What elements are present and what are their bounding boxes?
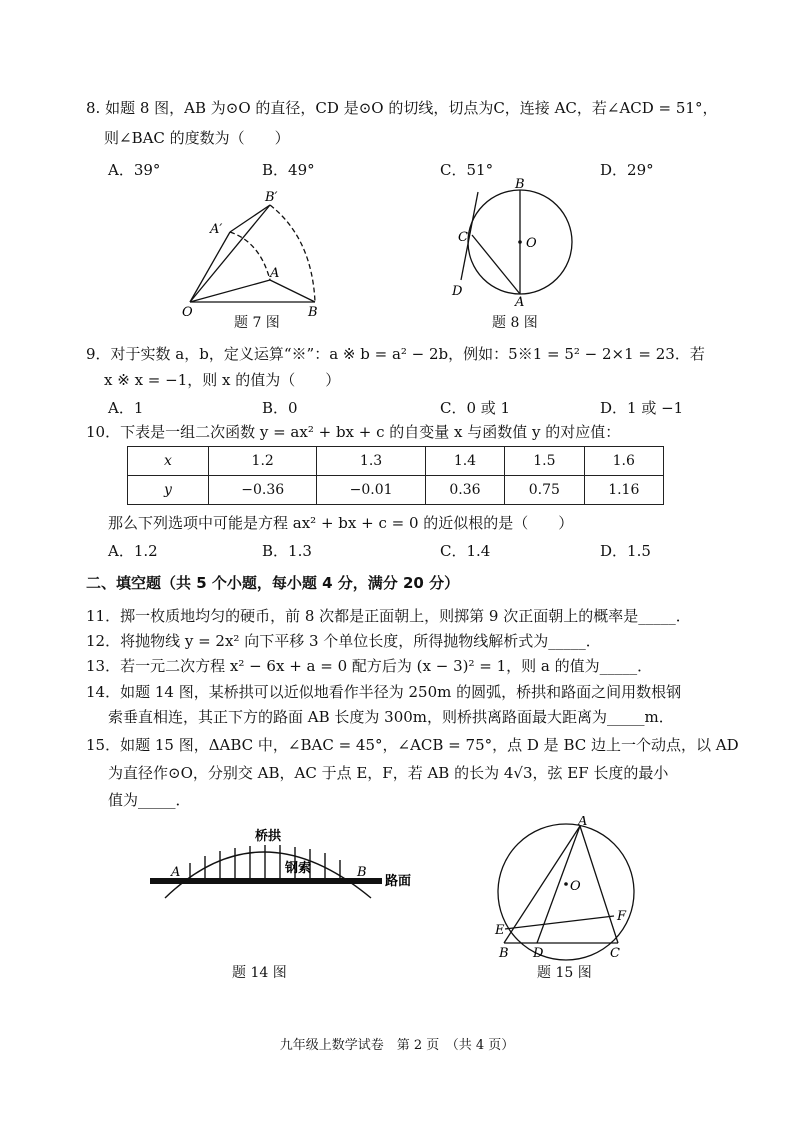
q10-option-d: D．1.5 <box>600 542 651 560</box>
fig8-label-a: A <box>515 295 525 308</box>
figure-7 <box>170 188 340 320</box>
section-2-heading: 二、填空题（共 5 个小题，每小题 4 分，满分 20 分） <box>86 574 460 592</box>
fig8-label-c: C <box>458 230 468 245</box>
q15-line3: 值为_____． <box>108 791 191 809</box>
q15-line2: 为直径作⊙O，分别交 AB，AC 于点 E，F，若 AB 的长为 4√3，弦 EF 长度的最小 <box>108 764 669 782</box>
fig7-label-bprime: B′ <box>265 190 278 205</box>
q8-option-b: B．49° <box>262 161 315 179</box>
table-row <box>128 476 664 505</box>
fig15-label-c: C <box>610 946 620 961</box>
page-footer: 九年级上数学试卷 第 2 页 （共 4 页） <box>279 1038 515 1053</box>
fig14-label-cable: 钢索 <box>285 861 312 876</box>
fig14-caption: 题 14 图 <box>232 965 287 981</box>
fig14-label-b: B <box>357 865 367 880</box>
q9-line2: x ※ x = −1，则 x 的值为（ ） <box>104 371 341 389</box>
table-cell: 1.16 <box>584 476 663 505</box>
fig14-label-a: A <box>171 865 181 880</box>
q9-option-b: B．0 <box>262 399 298 417</box>
fig8-label-d: D <box>452 284 463 299</box>
q9-option-c: C．0 或 1 <box>440 399 511 417</box>
value-table <box>127 446 664 505</box>
fig15-caption: 题 15 图 <box>537 965 592 981</box>
figure-8 <box>446 178 582 308</box>
q12-text: 12．将抛物线 y = 2x² 向下平移 3 个单位长度，所得抛物线解析式为_____． <box>86 632 601 650</box>
figure-14 <box>145 826 425 906</box>
table-row <box>128 447 664 476</box>
table-cell: y <box>128 476 209 505</box>
table-cell: −0.36 <box>209 476 317 505</box>
q8-line2: 则∠BAC 的度数为（ ） <box>104 129 290 147</box>
table-cell: 1.2 <box>209 447 317 476</box>
fig14-label-road: 路面 <box>385 874 412 889</box>
table-cell: −0.01 <box>317 476 425 505</box>
q14-line2: 索垂直相连，其正下方的路面 AB 长度为 300m，则桥拱离路面最大距离为_____m． <box>108 708 674 726</box>
q9-option-a: A．1 <box>108 399 144 417</box>
fig7-label-a: A <box>270 266 280 281</box>
table-cell: 1.5 <box>505 447 584 476</box>
q10-option-c: C．1.4 <box>440 542 491 560</box>
q14-line1: 14．如题 14 图，某桥拱可以近似地看作半径为 250m 的圆弧，桥拱和路面之间用数根钢 <box>86 683 682 701</box>
fig7-label-aprime: A′ <box>210 222 223 237</box>
fig15-label-b: B <box>499 946 509 961</box>
table-cell: x <box>128 447 209 476</box>
q10-option-a: A．1.2 <box>108 542 158 560</box>
fig8-caption: 题 8 图 <box>492 315 538 331</box>
q8-option-c: C．51° <box>440 161 494 179</box>
q10-option-b: B．1.3 <box>262 542 312 560</box>
table-cell: 1.6 <box>584 447 663 476</box>
q8-option-d: D．29° <box>600 161 654 179</box>
fig15-label-f: F <box>617 909 627 924</box>
fig15-label-o: O <box>570 879 581 894</box>
q9-option-d: D．1 或 −1 <box>600 399 684 417</box>
fig14-label-arch: 桥拱 <box>255 829 282 844</box>
figure-15 <box>490 816 640 961</box>
q10-line2: 那么下列选项中可能是方程 ax² + bx + c = 0 的近似根的是（ ） <box>108 514 574 532</box>
table-cell: 0.36 <box>425 476 504 505</box>
fig8-label-o: O <box>526 236 537 251</box>
fig15-label-e: E <box>495 923 505 938</box>
q10-line1: 10．下表是一组二次函数 y = ax² + bx + c 的自变量 x 与函数值 y 的对应值： <box>86 423 621 441</box>
fig8-label-b: B <box>515 178 525 192</box>
fig15-label-d: D <box>533 946 544 961</box>
fig7-caption: 题 7 图 <box>234 315 280 331</box>
fig7-label-b: B <box>308 305 318 320</box>
q9-line1: 9．对于实数 a，b，定义运算“※”：a ※ b = a² − 2b，例如：5※1 = 5² − 2×1 = 23．若 <box>86 345 705 363</box>
fig7-label-o: O <box>182 305 193 320</box>
table-cell: 1.3 <box>317 447 425 476</box>
q15-line1: 15．如题 15 图，ΔABC 中，∠BAC = 45°，∠ACB = 75°，点 D 是 BC 边上一个动点，以 AD <box>86 736 739 754</box>
table-cell: 0.75 <box>505 476 584 505</box>
q8-option-a: A．39° <box>108 161 161 179</box>
fig15-label-a: A <box>578 816 588 829</box>
q8-line1: 8. 如题 8 图，AB 为⊙O 的直径，CD 是⊙O 的切线，切点为C，连接 AC，若∠ACD = 51°， <box>86 99 718 117</box>
table-cell: 1.4 <box>425 447 504 476</box>
q11-text: 11．掷一枚质地均匀的硬币，前 8 次都是正面朝上，则掷第 9 次正面朝上的概率是_____． <box>86 607 691 625</box>
q13-text: 13．若一元二次方程 x² − 6x + a = 0 配方后为 (x − 3)² = 1，则 a 的值为_____． <box>86 657 653 675</box>
